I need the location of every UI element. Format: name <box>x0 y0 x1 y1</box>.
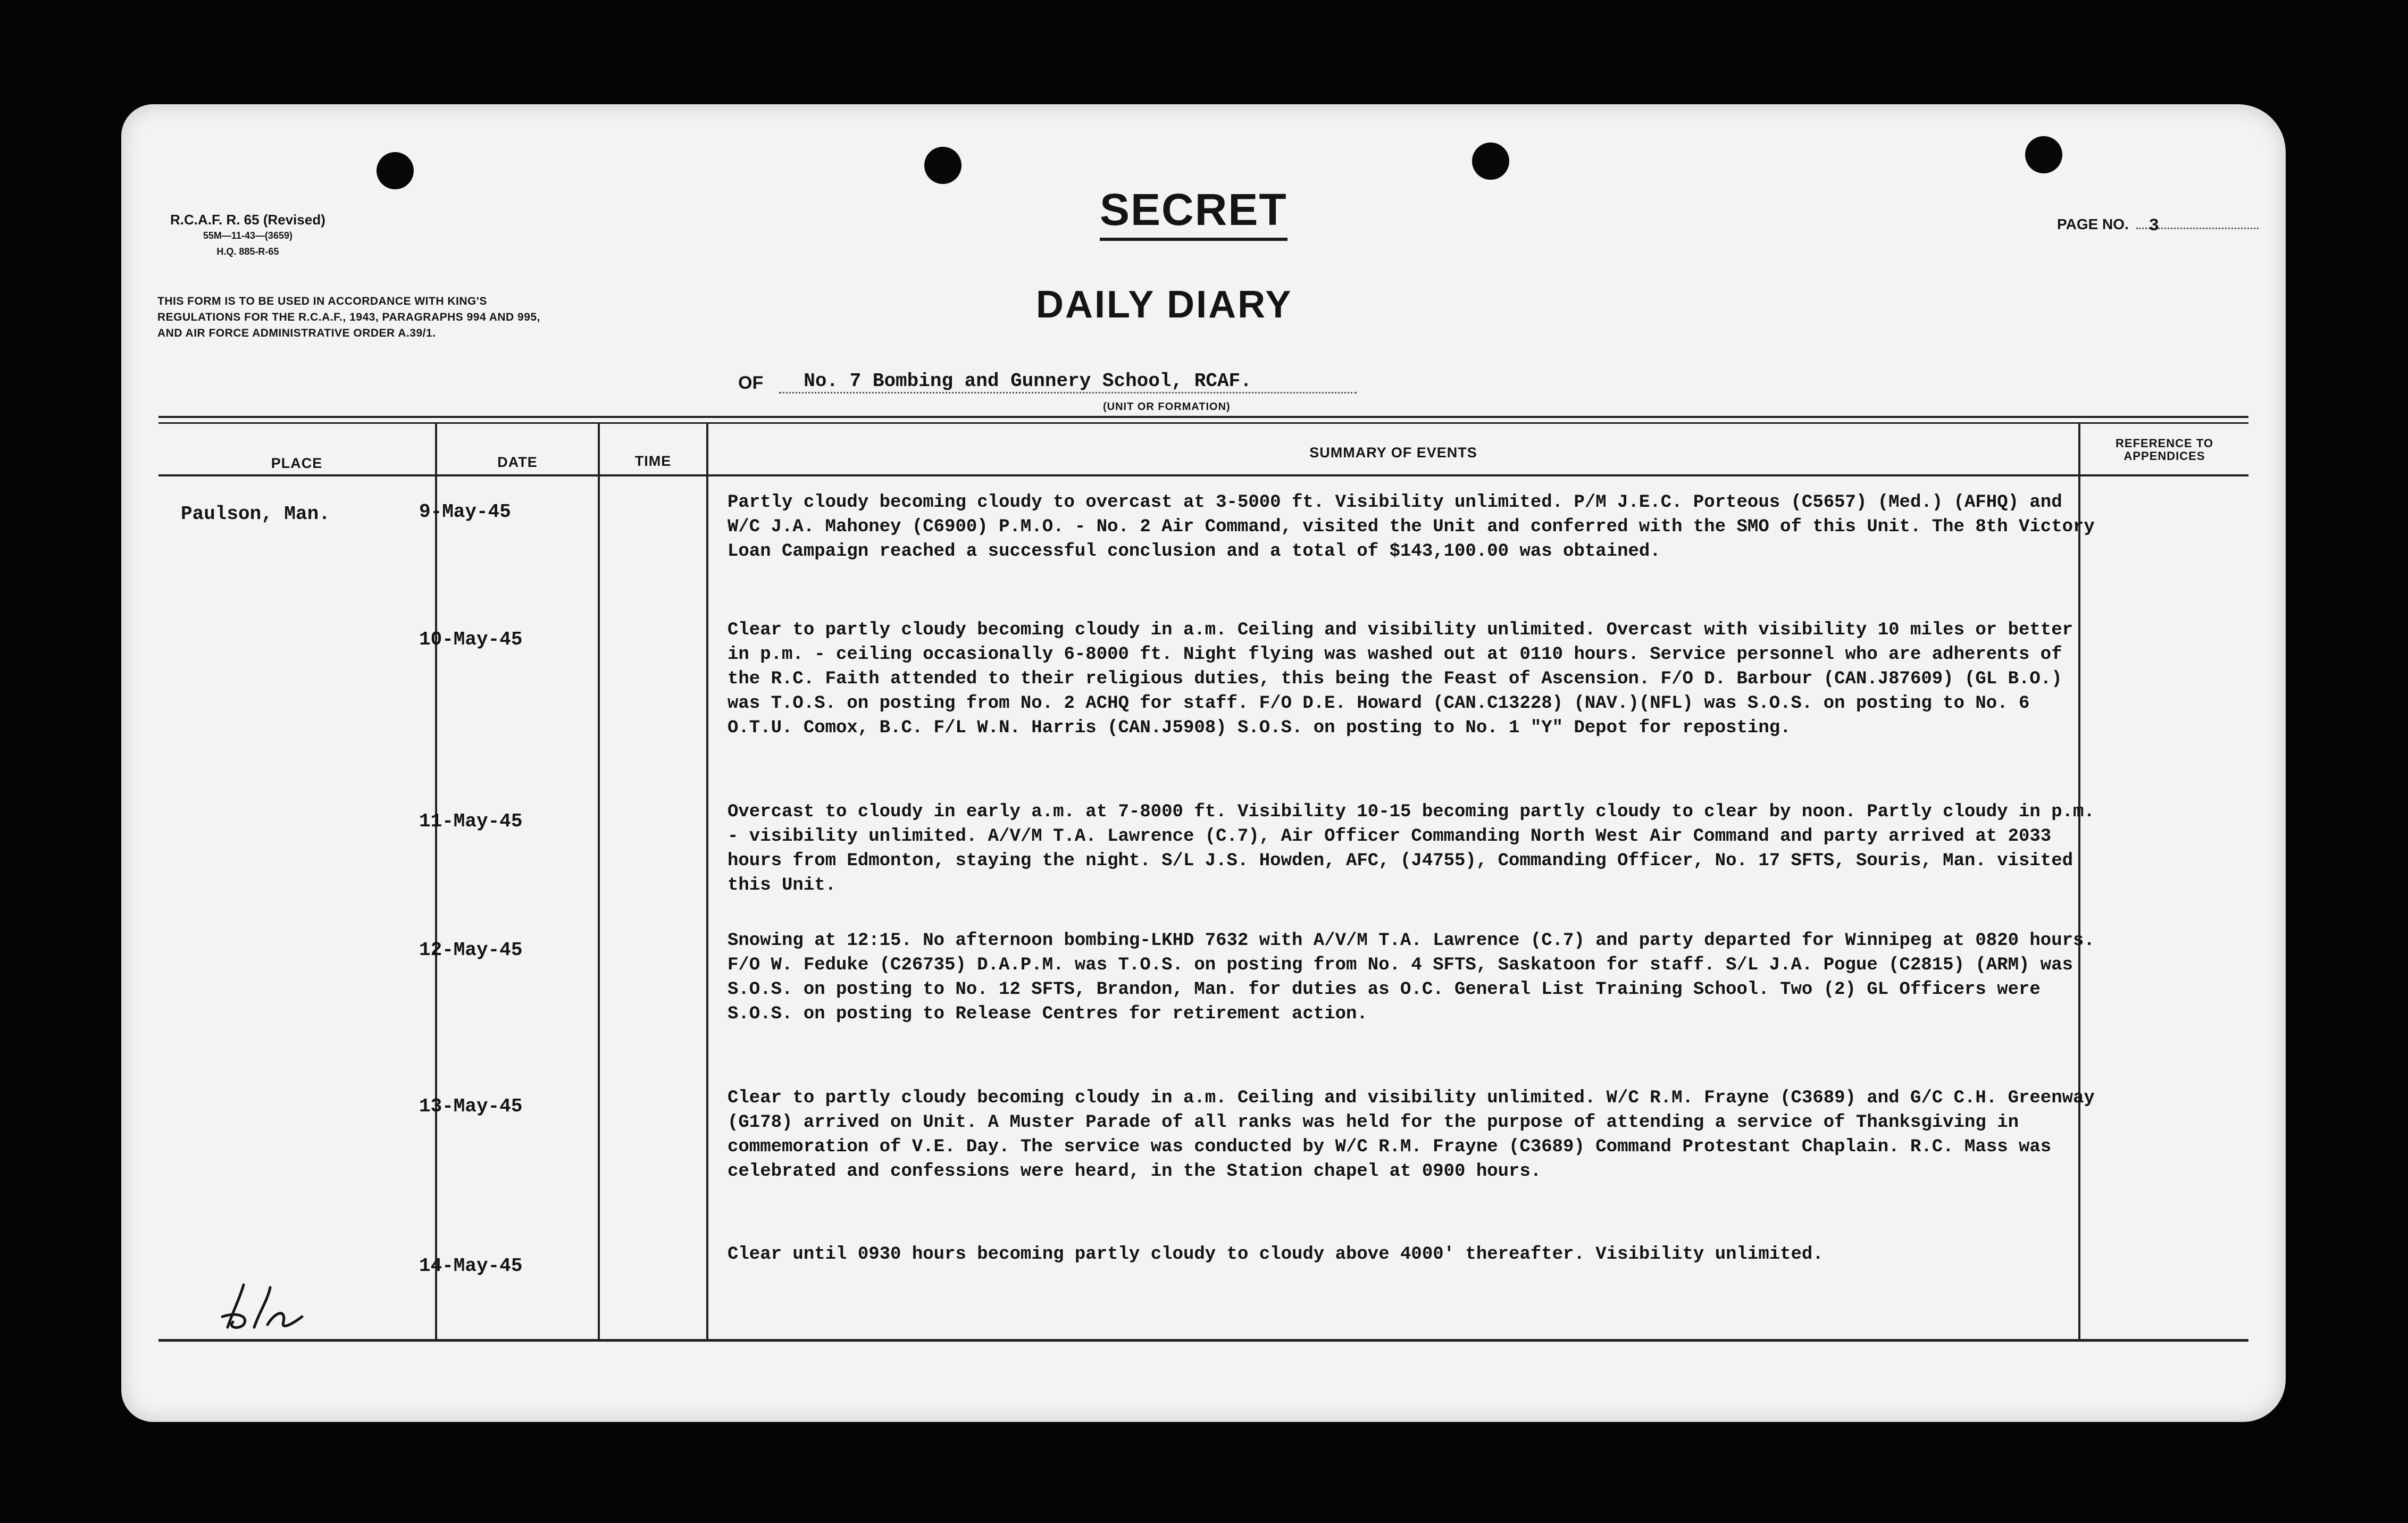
header-bottom-rule <box>158 474 2248 476</box>
classification-stamp: SECRET <box>1100 184 1287 241</box>
form-title: DAILY DIARY <box>1036 283 1293 326</box>
unit-field <box>738 370 1357 394</box>
date-column-header: DATE <box>497 454 538 470</box>
punch-hole <box>2025 136 2062 173</box>
entry-date: 10-May-45 <box>419 629 523 650</box>
reference-column-header <box>2080 437 2248 463</box>
punch-hole <box>377 152 414 189</box>
entry-summary: Clear until 0930 hours becoming partly cloudy to cloudy above 4000' thereafter. Visibility unlimited. <box>728 1244 1824 1265</box>
form-id-line1: R.C.A.F. R. 65 (Revised) <box>170 212 325 228</box>
punch-hole <box>1472 143 1509 180</box>
form-id-line3: H.Q. 885-R-65 <box>216 246 279 257</box>
column-divider <box>706 423 708 1339</box>
form-identifier <box>170 212 325 260</box>
page-label: PAGE NO. <box>2057 216 2129 232</box>
entry-summary: Overcast to cloudy in early a.m. at 7-8000 ft. Visibility 10-15 becoming partly cloudy to clear by noon. Partly cloudy in p.m. - visibility unlimited. A/V/M T.A. Lawrence (C.7), Air Officer Commanding North West Air Command and party arrived at 2033 hours from Edmonton, staying the night. S/L J.S. Howden, AFC, (J4755), Commanding Officer, No. 17 SFTS, Souris, Man. visited this Unit. <box>728 802 2095 896</box>
entry-summary: Snowing at 12:15. No afternoon bombing-LKHD 7632 with A/V/M T.A. Lawrence (C.7) and party departed for Winnipeg at 0820 hours. F/O W. Feduke (C26735) D.A.P.M. was T.O.S. on posting from No. 4 SFTS, Saskatoon for staff. S/L J.A. Pogue (C2815) (ARM) was S.O.S. on posting to No. 12 SFTS, Brandon, Man. for duties as O.C. General List Training School. Two (2) GL Officers were S.O.S. on posting to Release Centres for retirement action. <box>728 931 2095 1024</box>
summary-column-header: SUMMARY OF EVENTS <box>1309 445 1477 461</box>
entry-date: 14-May-45 <box>419 1255 523 1277</box>
reference-header-line1: REFERENCE TO <box>2116 437 2213 450</box>
form-id-line2: 55M—11-43—(3659) <box>203 230 292 241</box>
handwritten-initials <box>217 1279 323 1333</box>
entry-date: 9-May-45 <box>419 501 511 523</box>
reference-header-line2: APPENDICES <box>2123 449 2205 463</box>
punch-hole <box>924 147 961 184</box>
place-column-header: PLACE <box>271 455 323 471</box>
page-number: 3 <box>2148 216 2159 236</box>
entry-summary: Clear to partly cloudy becoming cloudy in a.m. Ceiling and visibility unlimited. W/C R.M. Frayne (C3689) and G/C C.H. Greenway (G178) arrived on Unit. A Muster Parade of all ranks was held for the purpose of attending a service of Thanksgiving in commemoration of V.E. Day. The service was conducted by W/C R.M. Frayne (C3689) Command Protestant Chaplain. R.C. Mass was celebrated and confessions were heard, in the Station chapel at 0900 hours. <box>728 1088 2095 1182</box>
diary-sheet <box>121 104 2286 1422</box>
time-column-header: TIME <box>634 453 672 469</box>
entry-summary: Clear to partly cloudy becoming cloudy in a.m. Ceiling and visibility unlimited. Overcast with visibility 10 miles or better in p.m. - ceiling occasionally 6-8000 ft. Night flying was washed out at 0110 hours. Service personnel who are adherents of the R.C. Faith attended to their religious duties, this being the Feast of Ascension. F/O D. Barbour (CAN.J87609) (GL B.O.) was T.O.S. on posting from No. 2 ACHQ for staff. F/O D.E. Howard (CAN.C13228) (NAV.)(NFL) was S.O.S. on posting to No. 6 O.T.U. Comox, B.C. F/L W.N. Harris (CAN.J5908) S.O.S. on posting to No. 1 "Y" Depot for reposting. <box>728 620 2073 738</box>
entry-date: 11-May-45 <box>419 810 523 832</box>
unit-caption: (UNIT OR FORMATION) <box>1103 401 1231 413</box>
regulations-note: THIS FORM IS TO BE USED IN ACCORDANCE WITH KING'S REGULATIONS FOR THE R.C.A.F., 1943, PARAGRAPHS 994 AND 995, AND AIR FORCE ADMINISTRATIVE ORDER A.39/1. <box>157 295 540 339</box>
unit-name: No. 7 Bombing and Gunnery School, RCAF. <box>779 370 1357 394</box>
entry-date: 13-May-45 <box>419 1095 523 1117</box>
page-number-line <box>2136 216 2259 236</box>
column-divider <box>598 423 600 1339</box>
place-value: Paulson, Man. <box>181 503 330 525</box>
entry-summary: Partly cloudy becoming cloudy to overcast at 3-5000 ft. Visibility unlimited. P/M J.E.C. Porteous (C5657) (Med.) (AFHQ) and W/C J.A. Mahoney (C6900) P.M.O. - No. 2 Air Command, visited the Unit and conferred with the SMO of this Unit. The 8th Victory Loan Campaign reached a successful conclusion and a total of $143,100.00 was obtained. <box>728 492 2095 562</box>
column-divider <box>435 423 437 1339</box>
page-number-field <box>2057 216 2259 236</box>
of-label: OF <box>738 373 764 393</box>
entry-date: 12-May-45 <box>419 939 523 961</box>
table-top-rule-2 <box>158 422 2248 424</box>
table-top-rule <box>158 416 2248 418</box>
table-bottom-rule <box>158 1339 2248 1342</box>
